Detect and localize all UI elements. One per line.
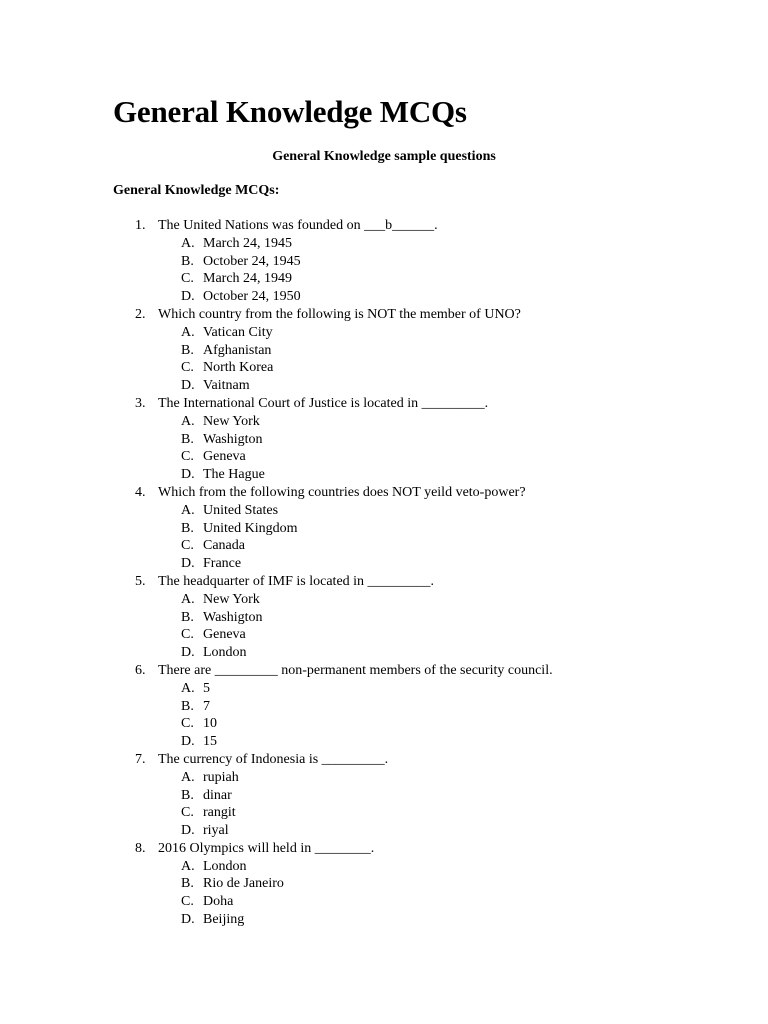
- question-text: Which from the following countries does NOT yeild veto-power?: [158, 484, 526, 500]
- document-subtitle: General Knowledge sample questions: [272, 149, 496, 164]
- question-text: The United Nations was founded on ___b______.: [158, 218, 438, 233]
- option-text: rupiah: [203, 769, 239, 785]
- question-list: [0, 217, 768, 929]
- option-text: October 24, 1945: [203, 253, 301, 269]
- question-number: 1.: [135, 218, 146, 233]
- option-letter: D.: [181, 734, 195, 750]
- option-text: Washigton: [203, 609, 263, 625]
- option-text: France: [203, 556, 242, 572]
- answer-option: [0, 591, 768, 609]
- answer-option: [0, 680, 768, 698]
- answer-option: [0, 804, 768, 822]
- option-text: Vatican City: [203, 324, 273, 340]
- option-letter: A.: [181, 235, 195, 251]
- question-item: [0, 573, 768, 591]
- answer-option: [0, 893, 768, 911]
- answer-option: [0, 555, 768, 573]
- question-text: The International Court of Justice is located in _________.: [158, 395, 489, 411]
- answer-option: [0, 377, 768, 395]
- option-letter: B.: [181, 787, 194, 803]
- option-letter: C.: [181, 449, 194, 465]
- question-number: 2.: [135, 306, 146, 322]
- answer-option: [0, 911, 768, 929]
- option-text: New York: [203, 413, 260, 429]
- option-letter: A.: [181, 324, 195, 340]
- question-text: 2016 Olympics will held in ________.: [158, 840, 375, 856]
- option-text: Beijing: [203, 912, 245, 928]
- question-text: There are _________ non-permanent members of the security council.: [158, 662, 553, 678]
- answer-option: [0, 715, 768, 733]
- option-text: 7: [203, 698, 210, 714]
- answer-option: [0, 324, 768, 342]
- option-text: United Kingdom: [203, 520, 298, 536]
- answer-option: [0, 609, 768, 627]
- option-text: dinar: [203, 787, 232, 803]
- question-item: [0, 662, 768, 680]
- question-item: [0, 751, 768, 769]
- option-letter: B.: [181, 876, 194, 892]
- option-letter: C.: [181, 894, 194, 910]
- option-letter: B.: [181, 342, 194, 358]
- answer-option: [0, 413, 768, 431]
- option-text: 15: [203, 734, 217, 750]
- answer-option: [0, 235, 768, 253]
- option-text: Afghanistan: [203, 342, 272, 358]
- option-letter: D.: [181, 467, 195, 483]
- option-text: Geneva: [203, 449, 246, 465]
- question-item: [0, 217, 768, 235]
- answer-option: [0, 537, 768, 555]
- option-text: March 24, 1945: [203, 235, 293, 251]
- option-text: 5: [203, 680, 210, 696]
- option-text: London: [203, 645, 247, 661]
- option-text: United States: [203, 502, 279, 518]
- answer-option: [0, 359, 768, 377]
- option-letter: B.: [181, 609, 194, 625]
- answer-option: [0, 431, 768, 449]
- answer-option: [0, 253, 768, 271]
- question-item: [0, 840, 768, 858]
- option-letter: D.: [181, 378, 195, 394]
- option-text: North Korea: [203, 360, 274, 376]
- option-text: The Hague: [203, 467, 265, 483]
- option-letter: B.: [181, 698, 194, 714]
- answer-option: [0, 698, 768, 716]
- option-letter: A.: [181, 502, 195, 518]
- option-letter: C.: [181, 716, 194, 732]
- question-number: 7.: [135, 751, 146, 767]
- option-letter: B.: [181, 253, 194, 269]
- answer-option: [0, 733, 768, 751]
- option-text: London: [203, 858, 247, 874]
- question-number: 5.: [135, 573, 146, 589]
- option-letter: D.: [181, 556, 195, 572]
- option-letter: C.: [181, 271, 194, 287]
- question-text: The headquarter of IMF is located in _________.: [158, 573, 435, 589]
- option-text: riyal: [203, 823, 229, 839]
- option-text: March 24, 1949: [203, 271, 293, 287]
- option-letter: A.: [181, 858, 195, 874]
- answer-option: [0, 787, 768, 805]
- answer-option: [0, 270, 768, 288]
- option-text: Doha: [203, 894, 234, 910]
- option-text: rangit: [203, 805, 236, 821]
- question-number: 6.: [135, 662, 146, 678]
- option-text: 10: [203, 716, 217, 732]
- answer-option: [0, 875, 768, 893]
- answer-option: [0, 342, 768, 360]
- answer-option: [0, 858, 768, 876]
- answer-option: [0, 466, 768, 484]
- option-letter: C.: [181, 360, 194, 376]
- question-item: [0, 306, 768, 324]
- question-text: The currency of Indonesia is _________.: [158, 751, 389, 767]
- option-letter: B.: [181, 520, 194, 536]
- option-letter: C.: [181, 538, 194, 554]
- option-letter: C.: [181, 805, 194, 821]
- option-letter: D.: [181, 289, 195, 305]
- question-number: 3.: [135, 395, 146, 411]
- answer-option: [0, 626, 768, 644]
- option-letter: A.: [181, 769, 195, 785]
- answer-option: [0, 288, 768, 306]
- question-item: [0, 484, 768, 502]
- question-number: 8.: [135, 840, 146, 856]
- option-letter: A.: [181, 413, 195, 429]
- option-text: New York: [203, 591, 260, 607]
- option-letter: D.: [181, 645, 195, 661]
- option-text: October 24, 1950: [203, 289, 301, 305]
- option-letter: C.: [181, 627, 194, 643]
- option-letter: B.: [181, 431, 194, 447]
- question-number: 4.: [135, 484, 146, 500]
- answer-option: [0, 644, 768, 662]
- option-text: Geneva: [203, 627, 246, 643]
- answer-option: [0, 448, 768, 466]
- option-text: Washigton: [203, 431, 263, 447]
- question-item: [0, 395, 768, 413]
- answer-option: [0, 520, 768, 538]
- section-heading: General Knowledge MCQs:: [113, 183, 280, 198]
- option-letter: A.: [181, 591, 195, 607]
- answer-option: [0, 502, 768, 520]
- option-letter: D.: [181, 912, 195, 928]
- document-title: General Knowledge MCQs: [113, 94, 467, 129]
- question-text: Which country from the following is NOT the member of UNO?: [158, 306, 521, 322]
- option-text: Vaitnam: [203, 378, 250, 394]
- answer-option: [0, 822, 768, 840]
- option-letter: A.: [181, 680, 195, 696]
- answer-option: [0, 769, 768, 787]
- option-text: Canada: [203, 538, 245, 554]
- option-letter: D.: [181, 823, 195, 839]
- option-text: Rio de Janeiro: [203, 876, 284, 892]
